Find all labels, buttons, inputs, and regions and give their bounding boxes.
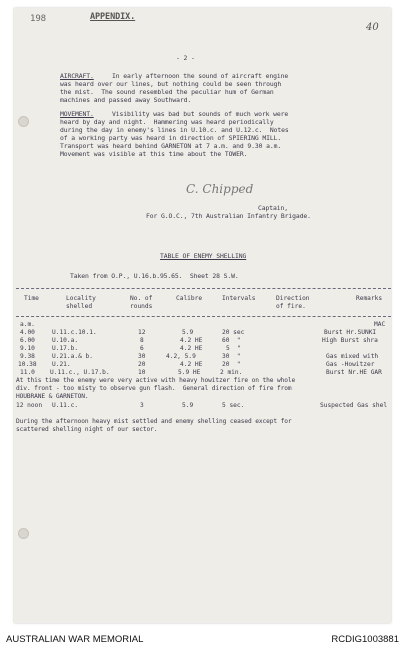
cell-rounds: 10 xyxy=(138,369,146,376)
cell-rounds: 30 xyxy=(138,353,146,360)
footer-left: AUSTRALIAN WAR MEMORIAL xyxy=(6,634,144,645)
aircraft-line: machines and passed away Southward. xyxy=(60,96,192,104)
cell-rounds: 12 xyxy=(138,329,146,336)
punch-hole-bottom xyxy=(18,528,29,539)
cell-remarks: Gas -Howitzer xyxy=(326,361,375,368)
cell-time: 9.38 xyxy=(20,353,35,360)
page-marker: - 2 - xyxy=(176,54,195,62)
cell-time: a.m. xyxy=(20,321,35,328)
cell-remarks: Burst Hr.SUNKI xyxy=(324,329,377,336)
page-number-left: 198 xyxy=(30,14,46,24)
cell-locality: U.11.c. xyxy=(52,402,79,409)
closing-line: During the afternoon heavy mist settled and enemy shelling ceased except for xyxy=(16,418,292,425)
header-direction: Direction xyxy=(276,295,310,302)
cell-time: 9.10 xyxy=(20,345,35,352)
cell-calibre: 5.9 xyxy=(182,329,194,336)
footer-right: RCDIG1003881 xyxy=(331,634,399,645)
cell-calibre: 5.9 xyxy=(182,402,194,409)
cell-time: 11.0 xyxy=(20,369,35,376)
cell-time: 6.00 xyxy=(20,337,35,344)
cell-intervals: 20 " xyxy=(222,361,241,368)
cell-remarks: Burst Nr.HE GAR xyxy=(326,369,382,376)
header-rounds: rounds xyxy=(130,303,153,310)
table-top-rule xyxy=(16,288,391,289)
table-row xyxy=(14,337,391,345)
table-header-rule xyxy=(16,316,391,317)
header-locality: shelled xyxy=(66,303,93,310)
cell-calibre: 4.2, 5.9 xyxy=(166,353,196,360)
cell-remarks: MAC xyxy=(374,321,386,328)
cell-locality: U.17.b. xyxy=(52,345,79,352)
cell-intervals: 5 " xyxy=(226,345,241,352)
document-sheet xyxy=(14,8,391,623)
cell-locality: U.11.c., U.17.b. xyxy=(50,369,110,376)
header-remarks: Remarks xyxy=(356,295,383,302)
header-direction: of fire. xyxy=(276,303,306,310)
table-row xyxy=(14,345,391,353)
movement-line: Transport was heard behind GARNETON at 7 a.m. and 9.30 a.m. xyxy=(60,142,282,150)
cell-locality: U.11.c.10.1. xyxy=(52,329,97,336)
table-row xyxy=(14,369,391,377)
cell-rounds: 6 xyxy=(140,345,144,352)
cell-calibre: 4.2 HE xyxy=(180,361,203,368)
table-row xyxy=(14,402,391,410)
table-row xyxy=(14,321,391,329)
appendix-label: APPENDIX. xyxy=(90,12,136,22)
cell-rounds: 8 xyxy=(140,337,144,344)
header-rounds: No. of xyxy=(130,295,153,302)
aircraft-line: the mist. The sound resembled the peculiar hum of German xyxy=(60,88,274,96)
header-calibre: Calibre xyxy=(176,295,203,302)
page-number-right: 40 xyxy=(366,22,379,33)
header-time: Time xyxy=(24,295,39,302)
movement-line: during the day in enemy's lines in U.10.c. and U.12.c. Notes xyxy=(60,126,289,134)
cell-remarks: Suspected Gas shel xyxy=(320,402,388,409)
movement-line: of a working party was heard in direction of SPIERING MILL. xyxy=(60,134,282,142)
cell-time: 12 noon xyxy=(16,402,43,409)
movement-line: Movement was visible at this time about the TOWER. xyxy=(60,150,248,158)
cell-locality: U.10.a. xyxy=(52,337,79,344)
cell-intervals: 60 " xyxy=(222,337,241,344)
aircraft-line: In early afternoon the sound of aircraft engine xyxy=(112,72,289,80)
cell-intervals: 2 min. xyxy=(220,369,243,376)
cell-time: 4.00 xyxy=(20,329,35,336)
table-row xyxy=(14,361,391,369)
punch-hole-top xyxy=(18,116,29,127)
cell-remarks: Gas mixed with xyxy=(326,353,379,360)
table-row xyxy=(14,329,391,337)
cell-time: 10.38 xyxy=(18,361,37,368)
cell-calibre: 4.2 HE xyxy=(180,345,203,352)
table-title: TABLE OF ENEMY SHELLING xyxy=(160,252,247,260)
table-note-line: At this time the enemy were very active with heavy howitzer fire on the whole xyxy=(16,377,296,384)
cell-intervals: 30 " xyxy=(222,353,241,360)
signature-for-line: For G.O.C., 7th Australian Infantry Brigade. xyxy=(146,212,311,220)
cell-remarks: High Burst shra xyxy=(322,337,378,344)
movement-line: heard by day and night. Hammering was heard periodically xyxy=(60,118,274,126)
cell-intervals: 5 sec. xyxy=(222,402,245,409)
table-row xyxy=(14,353,391,361)
cell-intervals: 20 sec xyxy=(222,329,245,336)
handwritten-signature: C. Chipped xyxy=(186,182,254,196)
closing-line: scattered shelling night of our sector. xyxy=(16,426,158,433)
signature-rank: Captain, xyxy=(258,204,288,212)
aircraft-heading: AIRCRAFT. xyxy=(60,72,94,80)
aircraft-line: was heard over our lines, but nothing could be seen through xyxy=(60,80,282,88)
cell-locality: U.21.a.& b. xyxy=(52,353,93,360)
table-source: Taken from O.P., U.16.b.95.65. Sheet 28 S.W. xyxy=(70,272,239,280)
table-note-line: HOUBRANE & GARNETON. xyxy=(16,393,89,400)
header-intervals: Intervals xyxy=(222,295,256,302)
cell-calibre: 5.9 HE xyxy=(178,369,201,376)
header-locality: Locality xyxy=(66,295,96,302)
movement-line: Visibility was bad but sounds of much work were xyxy=(112,110,289,118)
cell-locality: U.21. xyxy=(52,361,71,368)
movement-heading: MOVEMENT. xyxy=(60,110,94,118)
cell-rounds: 20 xyxy=(138,361,146,368)
cell-calibre: 4.2 HE xyxy=(180,337,203,344)
table-note-line: div. front - too misty to observe gun flash. General direction of fire from xyxy=(16,385,292,392)
cell-rounds: 3 xyxy=(140,402,144,409)
